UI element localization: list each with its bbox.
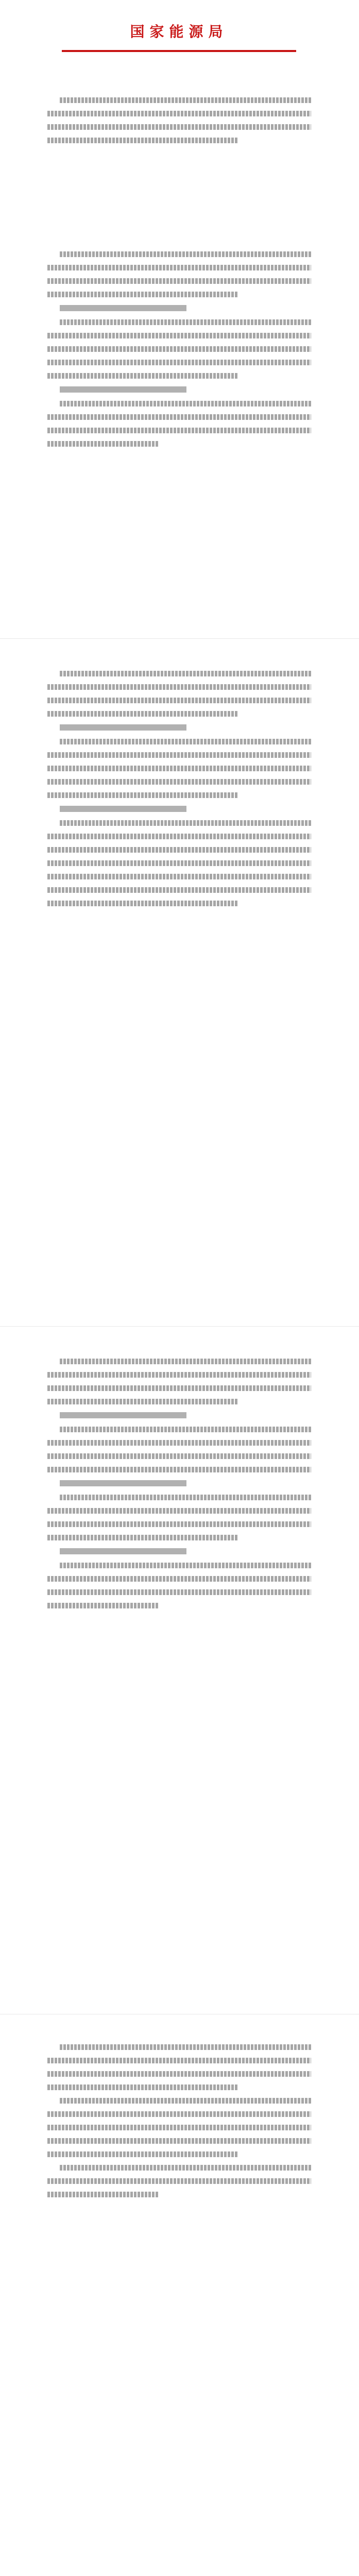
body-line (47, 346, 311, 352)
body-line (60, 1563, 311, 1568)
body-line (60, 2044, 311, 2050)
body-line (47, 2071, 311, 2077)
body-line (47, 265, 311, 270)
cover-letter-line (47, 138, 237, 143)
letterhead-red-rule (62, 50, 296, 52)
body-line (60, 820, 311, 826)
cover-letter-line (60, 97, 311, 103)
body-line (47, 698, 311, 703)
cover-letter-line (47, 124, 311, 130)
page-3-heading-3 (60, 1548, 186, 1554)
body-line (47, 752, 311, 758)
body-line (60, 251, 311, 257)
body-line (47, 414, 311, 420)
body-line (47, 2192, 158, 2197)
page-2-heading-1 (60, 724, 186, 731)
body-line (47, 887, 311, 893)
body-line (47, 792, 237, 798)
body-line (47, 428, 311, 433)
body-line (47, 1535, 237, 1540)
body-line (47, 834, 311, 839)
page-3-heading-2 (60, 1480, 186, 1486)
body-line (47, 360, 311, 365)
body-line (60, 1495, 311, 1500)
main-body-text (47, 251, 311, 454)
body-line (47, 779, 311, 785)
document-page-2 (0, 639, 359, 1327)
body-line (60, 1427, 311, 1432)
body-line (47, 766, 311, 771)
body-line (47, 1576, 311, 1582)
body-line (47, 711, 237, 717)
body-line (47, 1385, 311, 1391)
body-line (47, 278, 311, 284)
body-line (47, 2111, 311, 2117)
document-page-1 (0, 0, 359, 639)
body-line (47, 684, 311, 690)
body-line (47, 1399, 237, 1404)
body-line (47, 1508, 311, 1514)
body-line (47, 2125, 311, 2130)
cover-letter-body (47, 97, 311, 151)
body-line (47, 373, 237, 379)
body-line (47, 860, 311, 866)
body-line (47, 1372, 311, 1378)
subheading (60, 386, 186, 393)
body-line (47, 1440, 311, 1446)
body-line (60, 319, 311, 325)
body-line (47, 874, 311, 879)
document-page-4 (0, 2014, 359, 2576)
body-line (47, 292, 237, 297)
page-2-body (47, 671, 311, 914)
body-line (47, 2151, 237, 2157)
letterhead-title: 国家能源局 (130, 23, 228, 40)
body-line (60, 671, 311, 676)
body-line (60, 2098, 311, 2104)
page-3-heading-1 (60, 1412, 186, 1418)
body-line (47, 1589, 311, 1595)
body-line (47, 441, 158, 447)
body-line (47, 1453, 311, 1459)
body-line (47, 2178, 311, 2184)
subheading (60, 305, 186, 311)
body-line (60, 739, 311, 744)
body-line (47, 1521, 311, 1527)
body-line (60, 1359, 311, 1364)
body-line (47, 901, 237, 906)
page-4-body (47, 2044, 311, 2205)
body-line (47, 1467, 311, 1472)
body-line (60, 2165, 311, 2171)
body-line (47, 333, 311, 338)
document-page-3 (0, 1327, 359, 2014)
page-3-body (47, 1359, 311, 1616)
body-line (47, 2058, 311, 2063)
cover-letter-line (47, 111, 311, 116)
body-line (47, 2138, 311, 2144)
body-line (47, 1603, 158, 1608)
body-line (47, 847, 311, 853)
body-line (60, 401, 311, 406)
page-2-heading-2 (60, 806, 186, 812)
body-line (47, 2084, 237, 2090)
